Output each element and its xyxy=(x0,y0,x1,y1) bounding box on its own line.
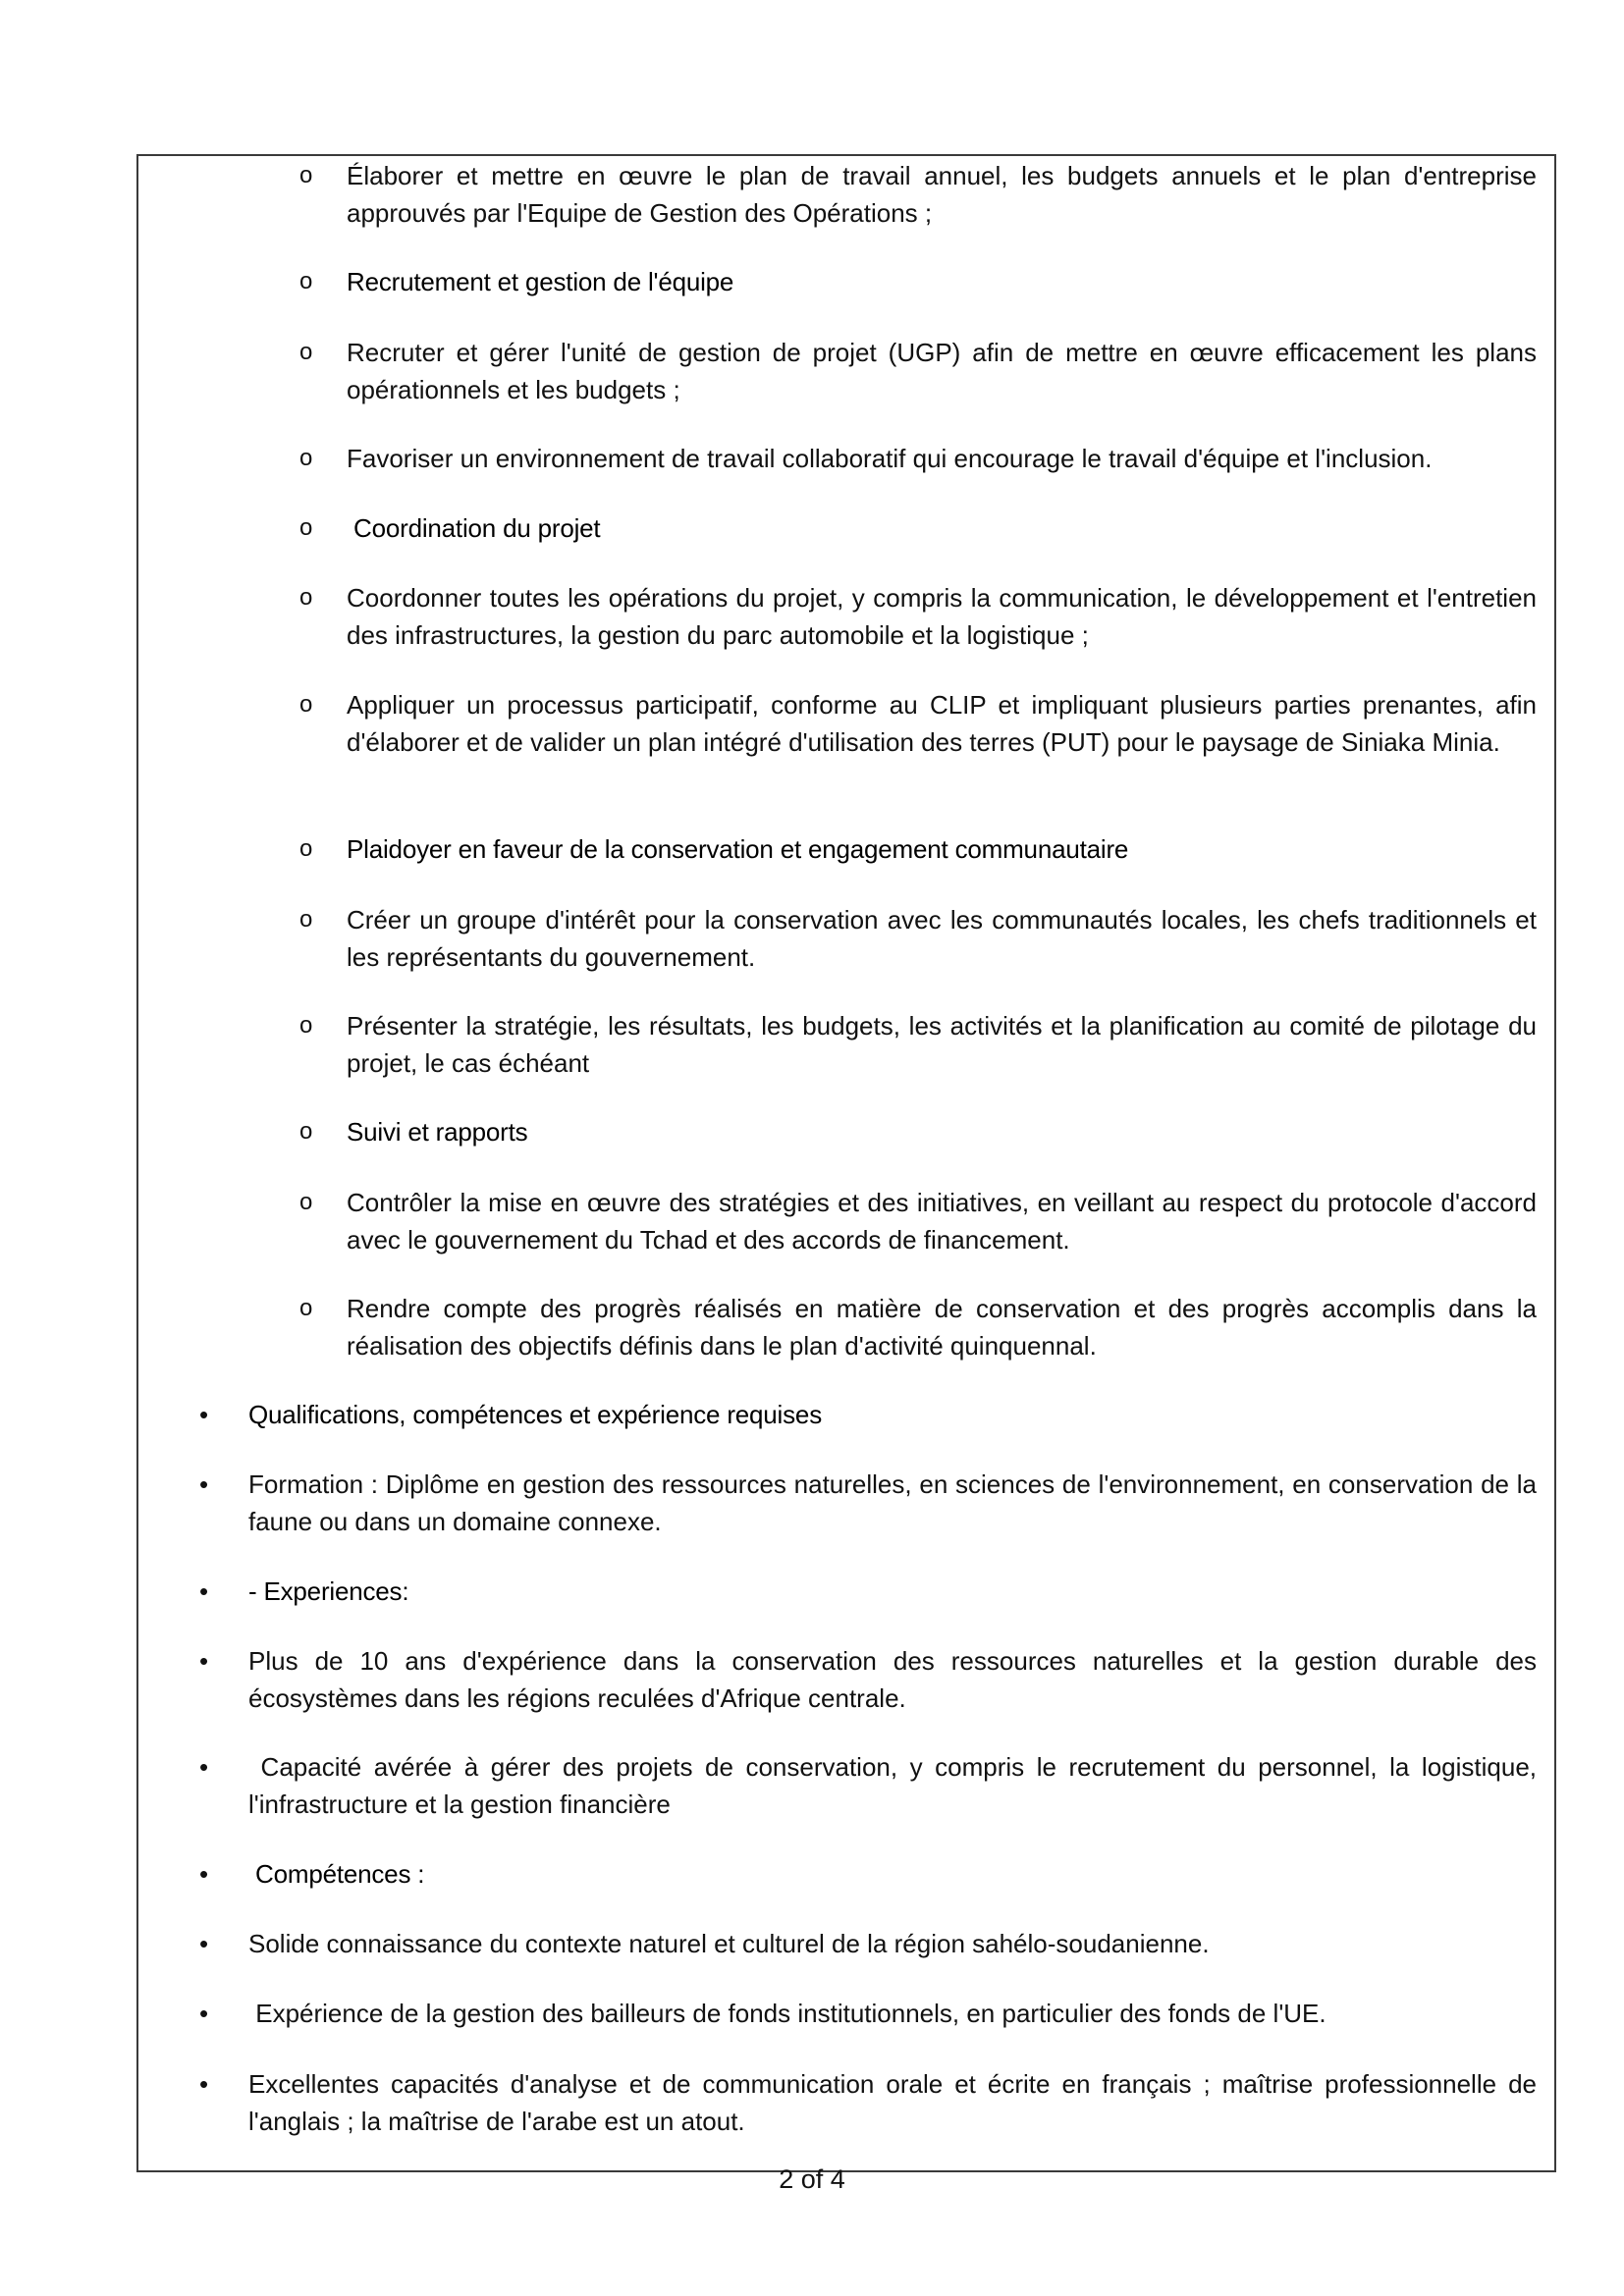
list-marker: o xyxy=(299,1189,313,1215)
list-item-text: Expérience de la gestion des bailleurs de fonds institutionnels, en particulier des fonds de l'UE. xyxy=(248,1999,1326,2028)
list-item-text: Coordonner toutes les opérations du projet, y compris la communication, le développement et l'entretien des infrastructures, la gestion du parc automobile et la logistique ; xyxy=(347,583,1537,650)
list-item-text: Capacité avérée à gérer des projets de conservation, y compris le recrutement du personnel, la logistique, l'infrastructure et la gestion financière xyxy=(248,1752,1544,1819)
list-item xyxy=(299,579,1537,654)
list-item-text: Appliquer un processus participatif, conforme au CLIP et impliquant plusieurs parties prenantes, afin d'élaborer et de valider un plan intégré d'utilisation des terres (PUT) pour le paysage de Siniaka Minia. xyxy=(347,690,1537,757)
list-item xyxy=(199,1642,1537,1717)
list-item xyxy=(299,901,1537,976)
list-item xyxy=(299,157,1537,232)
list-item-text: Excellentes capacités d'analyse et de communication orale et écrite en français ; maîtrise professionnelle de l'anglais ; la maîtrise de l'arabe est un atout. xyxy=(248,2069,1537,2136)
list-marker: o xyxy=(299,1118,313,1145)
list-marker: o xyxy=(299,162,313,188)
bullet-marker: • xyxy=(199,1752,209,1782)
section-heading xyxy=(199,1573,1537,1610)
list-item xyxy=(199,1995,1537,2032)
list-item-text: Plus de 10 ans d'expérience dans la conservation des ressources naturelles et la gestion durable des écosystèmes dans les régions reculées d'Afrique centrale. xyxy=(248,1646,1537,1713)
section-heading-text: Recrutement et gestion de l'équipe xyxy=(347,267,734,296)
section-heading xyxy=(299,1113,1537,1150)
section-heading xyxy=(199,1855,1537,1893)
list-marker: o xyxy=(299,1012,313,1039)
section-heading-text: Compétences : xyxy=(248,1859,425,1889)
section-heading xyxy=(299,263,1537,300)
list-marker: o xyxy=(299,835,313,862)
bullet-marker: • xyxy=(199,1469,209,1499)
list-item xyxy=(299,440,1537,477)
section-heading-text: - Experiences: xyxy=(248,1576,409,1606)
section-heading xyxy=(299,830,1537,868)
list-marker: o xyxy=(299,906,313,933)
list-item xyxy=(299,1290,1537,1364)
list-item xyxy=(299,686,1537,761)
list-item-text: Solide connaissance du contexte naturel et culturel de la région sahélo-soudanienne. xyxy=(248,1929,1210,1958)
list-item-text: Recruter et gérer l'unité de gestion de projet (UGP) afin de mettre en œuvre efficacement les plans opérationnels et les budgets ; xyxy=(347,338,1537,404)
list-marker: o xyxy=(299,1295,313,1321)
list-item xyxy=(199,1466,1537,1540)
bullet-marker: • xyxy=(199,2069,209,2099)
list-marker: o xyxy=(299,691,313,718)
list-item xyxy=(299,1007,1537,1082)
list-item xyxy=(199,2065,1537,2140)
list-item-text: Rendre compte des progrès réalisés en matière de conservation et des progrès accomplis dans la réalisation des objectifs définis dans le plan d'activité quinquennal. xyxy=(347,1294,1537,1361)
bullet-marker: • xyxy=(199,1999,209,2028)
bullet-marker: • xyxy=(199,1859,209,1889)
section-heading-text: Coordination du projet xyxy=(347,513,601,543)
list-marker: o xyxy=(299,514,313,541)
list-item-text: Formation : Diplôme en gestion des ressources naturelles, en sciences de l'environnement, en conservation de la faune ou dans un domaine connexe. xyxy=(248,1469,1537,1536)
list-marker: o xyxy=(299,339,313,365)
list-item xyxy=(199,1925,1537,1962)
list-item xyxy=(299,1184,1537,1258)
list-marker: o xyxy=(299,268,313,294)
list-item xyxy=(299,334,1537,408)
list-marker: o xyxy=(299,445,313,471)
page-number: 2 of 4 xyxy=(779,2164,845,2194)
list-item-text: Présenter la stratégie, les résultats, les budgets, les activités et la planification au comité de pilotage du projet, le cas échéant xyxy=(347,1011,1537,1078)
bullet-marker: • xyxy=(199,1929,209,1958)
section-heading-text: Plaidoyer en faveur de la conservation et engagement communautaire xyxy=(347,834,1129,864)
section-heading xyxy=(299,509,1537,547)
list-item-text: Créer un groupe d'intérêt pour la conservation avec les communautés locales, les chefs traditionnels et les représentants du gouvernement. xyxy=(347,905,1537,972)
section-heading xyxy=(199,1396,1537,1433)
bullet-marker: • xyxy=(199,1646,209,1676)
list-item-text: Élaborer et mettre en œuvre le plan de travail annuel, les budgets annuels et le plan d'entreprise approuvés par l'Equipe de Gestion des Opérations ; xyxy=(347,161,1537,228)
list-marker: o xyxy=(299,584,313,611)
section-heading-text: Suivi et rapports xyxy=(347,1117,528,1147)
section-heading-text: Qualifications, compétences et expérience requises xyxy=(248,1400,822,1429)
list-item-text: Favoriser un environnement de travail collaboratif qui encourage le travail d'équipe et l'inclusion. xyxy=(347,444,1433,473)
bullet-marker: • xyxy=(199,1400,209,1429)
list-item-text: Contrôler la mise en œuvre des stratégies et des initiatives, en veillant au respect du protocole d'accord avec le gouvernement du Tchad et des accords de financement. xyxy=(347,1188,1537,1255)
bullet-marker: • xyxy=(199,1576,209,1606)
list-item xyxy=(199,1748,1544,1823)
